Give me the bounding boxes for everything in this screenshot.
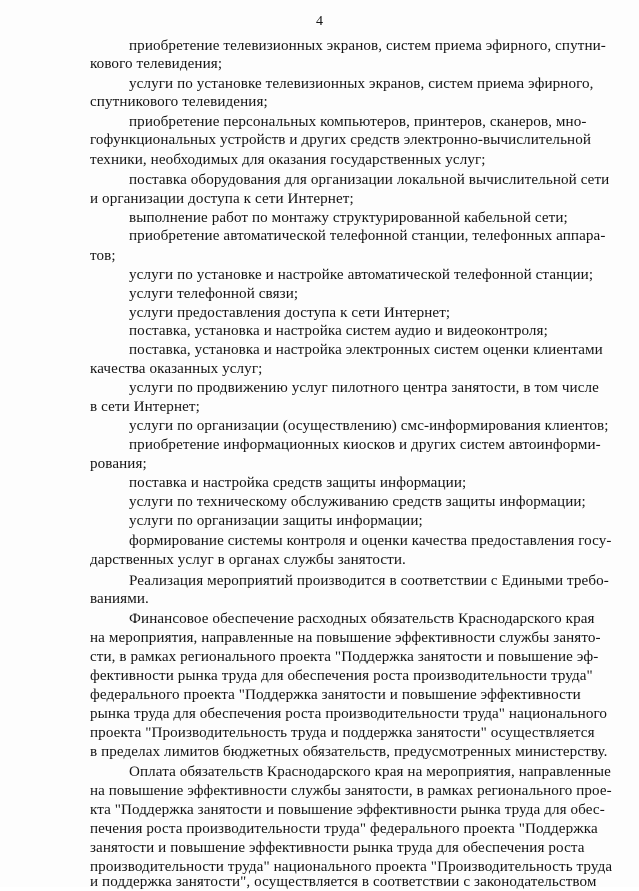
text-line: фективности рынка труда для обеспечения роста производительности труда" (90, 668, 593, 684)
text-line: и организации доступа к сети Интернет; (90, 191, 354, 207)
text-line: в пределах лимитов бюджетных обязательств, предусмотренных министерству. (90, 744, 608, 760)
text-line: ваниями. (90, 591, 149, 607)
text-line: в сети Интернет; (90, 399, 200, 415)
text-line: услуги по организации (осуществлению) смс-информирования клиентов; (129, 418, 609, 434)
text-line: услуги по установке телевизионных экранов, систем приема эфирного, (129, 76, 594, 92)
text-line: гофункциональных устройств и других средств электронно-вычислительной (90, 132, 592, 148)
page-number: 4 (316, 14, 323, 29)
text-line: услуги по установке и настройке автоматической телефонной станции; (129, 267, 594, 283)
text-line: рынка труда для обеспечения роста производительности труда" национального (90, 706, 608, 722)
text-line: спутникового телевидения; (90, 94, 268, 110)
text-line: Финансовое обеспечение расходных обязательств Краснодарского края (129, 611, 595, 627)
text-line: приобретение персональных компьютеров, принтеров, сканеров, мно- (129, 114, 587, 130)
text-line: выполнение работ по монтажу структурированной кабельной сети; (129, 210, 568, 226)
text-line: услуги телефонной связи; (129, 286, 299, 302)
text-line: тов; (90, 248, 116, 264)
text-line: формирование системы контроля и оценки качества предоставления госу- (129, 533, 612, 549)
text-line: Реализация мероприятий производится в соответствии с Едиными требо- (129, 573, 609, 589)
text-line: приобретение автоматической телефонной станции, телефонных аппара- (129, 228, 606, 244)
text-line: поставка оборудования для организации локальной вычислительной сети (129, 172, 610, 188)
text-line: поставка и настройка средств защиты информации; (129, 475, 467, 491)
text-line: поставка, установка и настройка систем аудио и видеоконтроля; (129, 323, 548, 339)
text-line: на мероприятия, направленные на повышение эффективности службы занято- (90, 630, 601, 646)
text-line: качества оказанных услуг; (90, 361, 263, 377)
text-line: кта "Поддержка занятости и повышение эффективности рынка труда для обес- (90, 802, 605, 818)
text-line: услуги по организации защиты информации; (129, 513, 423, 529)
text-line: поставка, установка и настройка электронных систем оценки клиентами (129, 342, 603, 358)
text-line: занятости и повышение эффективности рынка труда для обеспечения роста (90, 840, 585, 856)
text-line: приобретение телевизионных экранов, систем приема эфирного, спутни- (129, 38, 606, 54)
text-line: приобретение информационных киосков и других систем автоинформи- (129, 437, 601, 453)
text-line: производительности труда" национального проекта "Производительность труда (90, 859, 613, 875)
text-line: дарственных услуг в органах службы занятости. (90, 552, 406, 568)
text-line: техники, необходимых для оказания государственных услуг; (90, 152, 486, 168)
text-line: на повышение эффективности службы занятости, в рамках регионального прое- (90, 783, 612, 799)
text-line: услуги предоставления доступа к сети Интернет; (129, 305, 451, 321)
text-line: Оплата обязательств Краснодарского края на мероприятия, направленные (129, 764, 611, 780)
text-line: кового телевидения; (90, 56, 223, 72)
text-line: услуги по продвижению услуг пилотного центра занятости, в том числе (129, 380, 599, 396)
text-line: проекта "Производительность труда и поддержка занятости" осуществляется (90, 725, 595, 741)
text-line: сти, в рамках регионального проекта "Поддержка занятости и повышение эф- (90, 649, 599, 665)
text-line: услуги по техническому обслуживанию средств защиты информации; (129, 494, 586, 510)
text-line: и поддержка занятости", осуществляется в соответствии с законодательством (90, 874, 597, 890)
text-line: рования; (90, 456, 147, 472)
text-line: федерального проекта "Поддержка занятости и повышение эффективности (90, 687, 581, 703)
text-line: печения роста производительности труда" федерального проекта "Поддержка (90, 821, 598, 837)
